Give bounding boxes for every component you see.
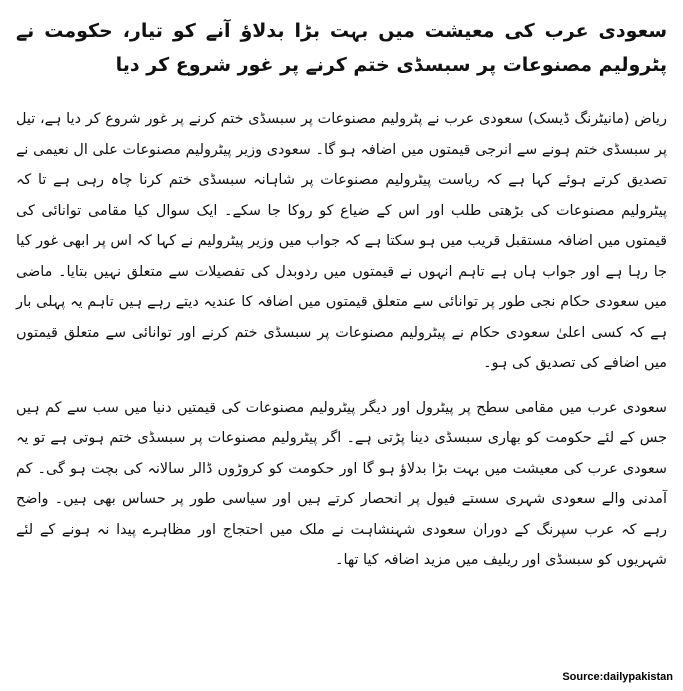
source-credit: Source:dailypakistan [562, 671, 673, 683]
article-paragraph-2: سعودی عرب میں مقامی سطح پر پیٹرول اور دیگر پیٹرولیم مصنوعات کی قیمتیں دنیا میں سب سے کم ہیں جس کے لئے حکومت کو بھاری سبسڈی دینا پڑتی ہے۔ اگر پیٹرولیم مصنوعات پر سبسڈی ختم ہوتی ہے تو یہ سعودی عرب کی معیشت میں بہت بڑا بدلاؤ ہو گا اور حکومت کو کروڑوں ڈالر سالانہ کی بچت ہو گی۔ کم آمدنی والے سعودی شہری سستے فیول پر انحصار کرتے ہیں اور سیاسی طور پر حساس بھی ہیں۔ واضح رہے کہ عرب سپرنگ کے دوران سعودی شہنشاہت نے ملک میں احتجاج اور مظاہرے پیدا نہ ہونے کے لئے شہریوں کو سبسڈی اور ریلیف میں مزید اضافہ کیا تھا۔ [16, 399, 667, 568]
article-paragraph-1: ریاض (مانیٹرنگ ڈیسک) سعودی عرب نے پٹرولیم مصنوعات پر سبسڈی ختم کرنے پر غور شروع کر دیا ہے، تیل پر سبسڈی ختم ہونے سے انرجی قیمتوں میں اضافہ ہو گا۔ سعودی وزیر پیٹرولیم مصنوعات علی ال نعیمی نے تصدیق کرتے ہوئے کہا ہے کہ ریاست پیٹرولیم مصنوعات پر شاہانہ سبسڈی ختم کرنا چاہ رہی ہے تا کہ پیٹرولیم مصنوعات کی بڑھتی طلب اور اس کے ضیاع کو روکا جا سکے۔ ایک سوال کیا مقامی توانائی کی قیمتوں میں اضافہ مستقبل قریب میں ہو سکتا ہے کہ جواب میں وزیر پیٹرولیم نے کہا کہ اس پر ابھی غور کیا جا رہا ہے اور جواب ہاں ہے تاہم انہوں نے قیمتوں میں ردوبدل کی تفصیلات سے متعلق نہیں بتایا۔ ماضی میں سعودی حکام نجی طور پر توانائی سے متعلق قیمتوں میں اضافہ کا عندیہ دیتے رہے ہیں تاہم یہ پہلی بار ہے کہ کسی اعلیٰ سعودی حکام نے پیٹرولیم مصنوعات پر سبسڈی ختم کرنے اور توانائی سے متعلق قیمتوں میں اضافے کی تصدیق کی ہو۔ [16, 111, 667, 371]
article-headline: سعودی عرب کی معیشت میں بہت بڑا بدلاؤ آنے کو تیار، حکومت نے پٹرولیم مصنوعات پر سبسڈی ختم کرنے پر غور شروع کر دیا [16, 20, 667, 76]
